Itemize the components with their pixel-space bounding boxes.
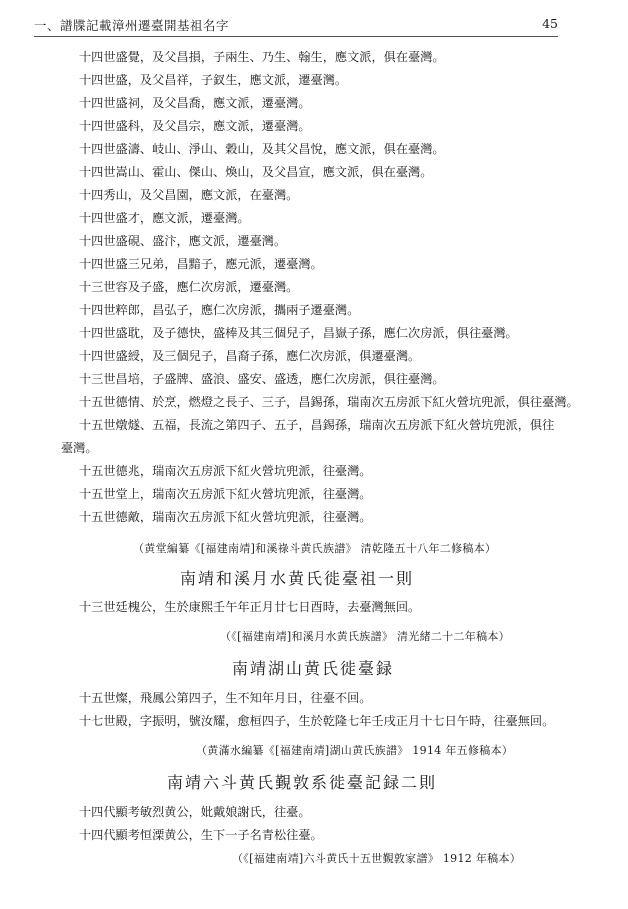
section-title: 南靖湖山黄氏徙臺録 [232, 659, 395, 678]
entry-line-wrapped: 十五世燉燧、五福，長流之第四子、五子，昌錫孫，瑞南次五房派下紅火營坑兜派，俱往 [79, 418, 555, 432]
entry-line: 十四世盛才，應文派，遷臺灣。 [79, 211, 250, 225]
source-citation: （黄滿水編纂《[福建南靖]湖山黄氏族譜》 1914 年五修稿本） [196, 744, 514, 757]
entry-line: 十四世盛濤、岐山、淨山、穀山，及其父昌悅，應文派，俱在臺灣。 [79, 142, 445, 156]
entry-line: 十四世盛科，及父昌宗，應文派，遷臺灣。 [79, 119, 311, 133]
running-head-title: 一、譜牒記載漳州遷臺開基祖名字 [34, 18, 230, 33]
entry-line: 十四世盛三兄弟，昌黯子，應元派，遷臺灣。 [79, 257, 323, 271]
page-number: 45 [542, 16, 558, 31]
entry-line: 十五世德敵，瑞南次五房派下紅火營坑兜派，往臺灣。 [79, 510, 372, 524]
entry-line: 十七世殿，字振明，號汝耀，愈桓四子，生於乾隆七年壬戌正月十七日午時，往臺無回。 [79, 714, 555, 728]
entry-line: 十五世燦，飛鳳公第四子，生不知年月日，往臺不回。 [79, 691, 372, 705]
entry-line: 十三世廷槐公，生於康熙壬午年正月廿七日酉時，去臺灣無回。 [79, 600, 421, 614]
entry-line: 十四世盛硯、盛汴，應文派，遷臺灣。 [79, 234, 287, 248]
entry-line: 十四世盛綬，及三個兒子，昌裔子孫，應仁次房派，俱遷臺灣。 [79, 349, 421, 363]
entry-line: 十四世盛覺，及父昌損，子兩生、乃生、翰生，應文派，俱在臺灣。 [79, 50, 445, 64]
section-title: 南靖和溪月水黄氏徙臺祖一則 [180, 569, 415, 588]
entry-line: 十四世嵩山、霍山、傑山、煥山，及父昌宣，應文派，俱在臺灣。 [79, 165, 433, 179]
section-title: 南靖六斗黄氏覲敦系徙臺記録二則 [167, 773, 438, 792]
entry-line: 十五世堂上，瑞南次五房派下紅火營坑兜派，往臺灣。 [79, 487, 372, 501]
entry-line: 十四代顯考恒溧黄公，生下一子名青松往臺。 [79, 828, 323, 842]
source-citation: （《[福建南靖]六斗黄氏十五世覲敦家譜》 1912 年稿本） [232, 852, 522, 865]
entry-line: 十五世德情、於烹，燃燈之長子、三子，昌錫孫，瑞南次五房派下紅火營坑兜派，俱往臺灣。 [79, 395, 579, 409]
entry-line: 十五世德兆，瑞南次五房派下紅火營坑兜派，往臺灣。 [79, 464, 372, 478]
entry-line: 十四世粹郎，昌弘子，應仁次房派，攜兩子遷臺灣。 [79, 303, 360, 317]
entry-line: 十四世盛祠，及父昌喬，應文派，遷臺灣。 [79, 96, 311, 110]
entry-line: 十四世盛，及父昌祥，子釵生，應文派，遷臺灣。 [79, 73, 348, 87]
entry-line: 十四世盛耽，及子德快，盛棒及其三個兒子，昌嶽子孫，應仁次房派，俱往臺灣。 [79, 326, 518, 340]
entry-line: 十四秀山，及父昌園，應文派，在臺灣。 [79, 188, 299, 202]
source-citation: （黄堂編纂《[福建南靖]和溪祿斗黄氏族譜》 清乾隆五十八年二修稿本） [133, 542, 497, 555]
entry-line: 十三世昌培，子盛牌、盛浪、盛安、盛透，應仁次房派，俱往臺灣。 [79, 372, 445, 386]
page-header [34, 14, 558, 37]
entry-line: 十四代顯考敏烈黄公，妣戴娘謝氏，往臺。 [79, 805, 311, 819]
entry-line-continuation: 臺灣。 [61, 441, 98, 455]
entry-line: 十三世容及子盛，應仁次房派，遷臺灣。 [79, 280, 299, 294]
source-citation: （《[福建南靖]和溪月水黄氏族譜》 清光緒二十二年稿本） [220, 630, 510, 643]
